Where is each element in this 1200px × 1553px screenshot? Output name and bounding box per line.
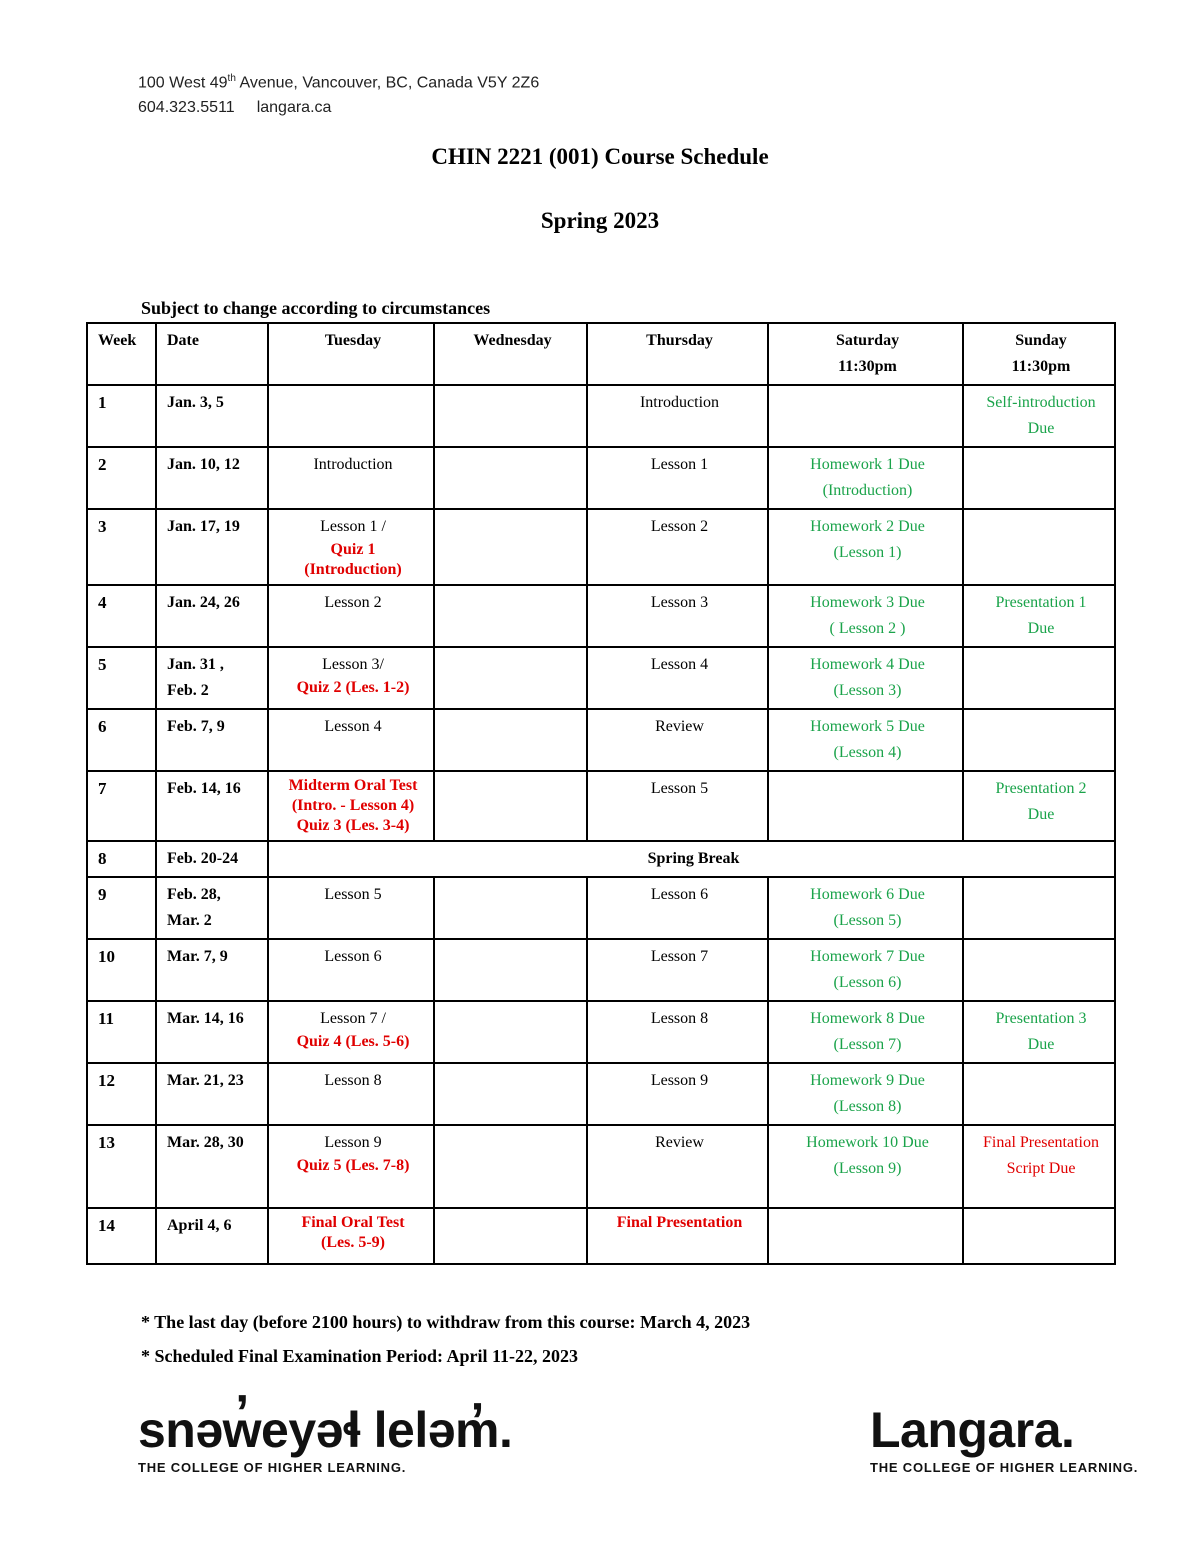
table-row — [87, 1001, 1115, 1063]
table-row — [87, 709, 1115, 771]
sunday-cell — [963, 585, 1115, 647]
lesson-label: Introduction — [313, 456, 393, 473]
date-line: Jan. 31 , — [167, 656, 224, 673]
homework-label: Homework 2 Due — [810, 518, 925, 535]
homework-label: (Introduction) — [822, 482, 913, 499]
assessment-label: Quiz 2 (Les. 1-2) — [296, 679, 410, 696]
wednesday-cell — [434, 1125, 587, 1208]
homework-label: Homework 4 Due — [810, 656, 925, 673]
saturday-cell — [768, 385, 963, 447]
assessment-label: Quiz 5 (Les. 7-8) — [296, 1157, 410, 1174]
thursday-cell — [587, 1208, 768, 1264]
header-date: Date — [156, 323, 268, 385]
wednesday-cell — [434, 385, 587, 447]
sunday-cell — [963, 1208, 1115, 1264]
wednesday-cell — [434, 447, 587, 509]
thursday-cell — [587, 771, 768, 841]
saturday-cell — [768, 771, 963, 841]
sunday-cell — [963, 509, 1115, 585]
saturday-cell — [768, 447, 963, 509]
schedule-table — [86, 322, 1116, 1265]
sunday-cell — [963, 709, 1115, 771]
due-label: Self-introduction — [986, 394, 1096, 411]
table-row — [87, 585, 1115, 647]
table-row — [87, 1208, 1115, 1264]
homework-label: (Lesson 4) — [833, 744, 902, 761]
thursday-cell — [587, 939, 768, 1001]
lesson-label: Lesson 5 — [650, 780, 709, 797]
sunday-cell — [963, 771, 1115, 841]
lesson-label: Lesson 4 — [650, 656, 709, 673]
homework-label: (Lesson 6) — [833, 974, 902, 991]
saturday-cell — [768, 709, 963, 771]
tuesday-cell — [268, 1125, 434, 1208]
due-label: Due — [1027, 620, 1055, 637]
assessment-label: Quiz 1 — [330, 541, 376, 558]
wednesday-cell — [434, 1001, 587, 1063]
date-line: Jan. 10, 12 — [167, 456, 240, 473]
lesson-label: Review — [655, 1134, 704, 1151]
homework-label: (Lesson 7) — [833, 1036, 902, 1053]
saturday-cell — [768, 939, 963, 1001]
date-line: Feb. 20-24 — [167, 850, 239, 867]
week-cell: 8 — [87, 841, 156, 877]
tuesday-cell — [268, 877, 434, 939]
lesson-label: Lesson 1 / — [320, 518, 386, 535]
date-line: Mar. 28, 30 — [167, 1134, 244, 1151]
saturday-cell — [768, 877, 963, 939]
homework-label: (Lesson 5) — [833, 912, 902, 929]
lesson-label: Lesson 7 / — [320, 1010, 386, 1027]
lesson-label: Lesson 2 — [650, 518, 709, 535]
wednesday-cell — [434, 647, 587, 709]
saturday-cell — [768, 585, 963, 647]
date-cell — [156, 447, 268, 509]
tuesday-cell — [268, 939, 434, 1001]
wednesday-cell — [434, 709, 587, 771]
table-row — [87, 1125, 1115, 1208]
week-cell: 6 — [87, 709, 156, 771]
withdraw-note: * The last day (before 2100 hours) to withdraw from this course: March 4, 2023 — [141, 1312, 751, 1332]
week-cell: 3 — [87, 509, 156, 585]
exam-period-note: * Scheduled Final Examination Period: April 11-22, 2023 — [141, 1346, 579, 1366]
date-line: Jan. 3, 5 — [167, 394, 224, 411]
wednesday-cell — [434, 509, 587, 585]
thursday-cell — [587, 1063, 768, 1125]
sunday-cell — [963, 385, 1115, 447]
wednesday-cell — [434, 1063, 587, 1125]
lesson-label: Review — [655, 718, 704, 735]
lesson-label: Lesson 8 — [324, 1072, 382, 1089]
thursday-cell — [587, 1125, 768, 1208]
date-cell — [156, 939, 268, 1001]
thursday-cell — [587, 509, 768, 585]
thursday-cell — [587, 647, 768, 709]
lesson-label: Lesson 1 — [650, 456, 709, 473]
homework-label: (Lesson 3) — [833, 682, 902, 699]
homework-label: (Lesson 1) — [833, 544, 902, 561]
saturday-cell — [768, 1125, 963, 1208]
assessment-label: Quiz 3 (Les. 3-4) — [296, 817, 410, 834]
date-cell — [156, 385, 268, 447]
assessment-label: Final Presentation — [616, 1214, 743, 1231]
homework-label: Homework 7 Due — [810, 948, 925, 965]
date-cell — [156, 1001, 268, 1063]
assessment-label: Final Oral Test — [301, 1214, 405, 1231]
schedule-note: Subject to change according to circumstances — [141, 298, 491, 318]
lesson-label: Lesson 8 — [650, 1010, 709, 1027]
header-tuesday: Tuesday — [268, 323, 434, 385]
due-label: Final Presentation — [983, 1134, 1099, 1151]
logo-name: Langara. — [870, 1402, 1075, 1458]
table-row — [87, 841, 1115, 877]
wednesday-cell — [434, 1208, 587, 1264]
week-cell: 4 — [87, 585, 156, 647]
saturday-cell — [768, 1001, 963, 1063]
lesson-label: Lesson 9 — [324, 1134, 382, 1151]
saturday-cell — [768, 647, 963, 709]
thursday-cell — [587, 877, 768, 939]
lesson-label: Lesson 4 — [324, 718, 382, 735]
thursday-cell — [587, 709, 768, 771]
sunday-cell — [963, 1063, 1115, 1125]
homework-label: (Lesson 8) — [833, 1098, 902, 1115]
sunday-cell — [963, 939, 1115, 1001]
contact-line — [138, 95, 539, 120]
logo-name: snəw̓eyəɬ leləm̓. — [138, 1402, 513, 1458]
homework-label: ( Lesson 2 ) — [829, 620, 906, 637]
date-line: Mar. 14, 16 — [167, 1010, 244, 1027]
week-cell: 10 — [87, 939, 156, 1001]
date-cell — [156, 1208, 268, 1264]
lesson-label: Lesson 3 — [650, 594, 709, 611]
saturday-cell — [768, 1208, 963, 1264]
homework-label: Homework 8 Due — [810, 1010, 925, 1027]
due-label: Due — [1027, 1036, 1055, 1053]
lesson-label: Lesson 6 — [324, 948, 382, 965]
homework-label: Homework 9 Due — [810, 1072, 925, 1089]
date-cell — [156, 709, 268, 771]
logo-tagline: THE COLLEGE OF HIGHER LEARNING. — [870, 1460, 1139, 1475]
logo-tagline: THE COLLEGE OF HIGHER LEARNING. — [138, 1460, 407, 1475]
assessment-label: (Intro. - Lesson 4) — [291, 797, 415, 814]
week-cell: 14 — [87, 1208, 156, 1264]
lesson-label: Lesson 5 — [324, 886, 382, 903]
table-row — [87, 447, 1115, 509]
table-row — [87, 877, 1115, 939]
homework-label: Homework 10 Due — [806, 1134, 929, 1151]
assessment-label: (Les. 5-9) — [321, 1234, 385, 1251]
date-cell — [156, 841, 268, 877]
page-title: CHIN 2221 (001) Course Schedule — [431, 144, 769, 169]
week-cell: 1 — [87, 385, 156, 447]
lesson-label: Lesson 2 — [324, 594, 382, 611]
tuesday-cell — [268, 709, 434, 771]
week-cell: 11 — [87, 1001, 156, 1063]
table-header-row — [87, 323, 1115, 385]
date-line: Mar. 21, 23 — [167, 1072, 244, 1089]
tuesday-cell — [268, 1208, 434, 1264]
term-title: Spring 2023 — [540, 208, 660, 233]
sunday-cell — [963, 1125, 1115, 1208]
tuesday-cell — [268, 509, 434, 585]
table-row — [87, 939, 1115, 1001]
date-cell — [156, 509, 268, 585]
week-cell: 7 — [87, 771, 156, 841]
homework-label: Homework 1 Due — [810, 456, 925, 473]
date-cell — [156, 585, 268, 647]
thursday-cell — [587, 385, 768, 447]
header-sunday: Sunday 11:30pm — [963, 323, 1115, 385]
sunday-cell — [963, 447, 1115, 509]
tuesday-cell — [268, 647, 434, 709]
assessment-label: Quiz 4 (Les. 5-6) — [296, 1033, 410, 1050]
wednesday-cell — [434, 771, 587, 841]
table-row — [87, 1063, 1115, 1125]
homework-label: Homework 3 Due — [810, 594, 925, 611]
tuesday-cell — [268, 585, 434, 647]
homework-label: (Lesson 9) — [833, 1160, 902, 1177]
lesson-label: Lesson 9 — [650, 1072, 709, 1089]
week-cell: 13 — [87, 1125, 156, 1208]
header-saturday: Saturday 11:30pm — [768, 323, 963, 385]
spring-break-cell: Spring Break — [268, 841, 1115, 877]
wednesday-cell — [434, 585, 587, 647]
tuesday-cell — [268, 771, 434, 841]
sunday-cell — [963, 647, 1115, 709]
date-cell — [156, 877, 268, 939]
college-logo-langara — [870, 1402, 1138, 1475]
address-line: 100 West 49th Avenue, Vancouver, BC, Canada V5Y 2Z6 — [138, 73, 540, 92]
table-row — [87, 385, 1115, 447]
week-cell: 12 — [87, 1063, 156, 1125]
due-label: Due — [1027, 420, 1055, 437]
week-cell: 5 — [87, 647, 156, 709]
wednesday-cell — [434, 877, 587, 939]
lesson-label: Introduction — [639, 394, 720, 411]
date-line: Feb. 28, — [167, 886, 221, 903]
date-line: Feb. 2 — [167, 682, 209, 699]
date-line: Jan. 24, 26 — [167, 594, 240, 611]
sunday-cell — [963, 1001, 1115, 1063]
tuesday-cell — [268, 385, 434, 447]
due-label: Due — [1027, 806, 1055, 823]
college-logo-indigenous — [138, 1402, 512, 1475]
saturday-cell — [768, 1063, 963, 1125]
assessment-label: (Introduction) — [304, 561, 402, 578]
thursday-cell — [587, 1001, 768, 1063]
date-cell — [156, 771, 268, 841]
date-line: Jan. 17, 19 — [167, 518, 240, 535]
footer-notes — [141, 1305, 750, 1373]
header-week: Week — [87, 323, 156, 385]
date-cell — [156, 1125, 268, 1208]
tuesday-cell — [268, 1001, 434, 1063]
lesson-label: Lesson 3/ — [322, 656, 384, 673]
due-label: Presentation 2 — [995, 780, 1087, 797]
due-label: Presentation 3 — [995, 1010, 1087, 1027]
homework-label: Homework 5 Due — [810, 718, 925, 735]
website-link[interactable]: langara.ca — [256, 99, 332, 117]
date-line: Mar. 7, 9 — [167, 948, 228, 965]
header-address — [138, 66, 539, 120]
lesson-label: Lesson 6 — [650, 886, 709, 903]
table-row — [87, 771, 1115, 841]
due-label: Script Due — [1006, 1160, 1076, 1177]
homework-label: Homework 6 Due — [810, 886, 925, 903]
date-cell — [156, 647, 268, 709]
due-label: Presentation 1 — [995, 594, 1087, 611]
phone-number: 604.323.5511 — [138, 99, 235, 117]
tuesday-cell — [268, 1063, 434, 1125]
week-cell: 9 — [87, 877, 156, 939]
date-line: Feb. 7, 9 — [167, 718, 225, 735]
table-row — [87, 647, 1115, 709]
lesson-label: Lesson 7 — [650, 948, 709, 965]
date-line: April 4, 6 — [167, 1217, 232, 1234]
sunday-cell — [963, 877, 1115, 939]
tuesday-cell — [268, 447, 434, 509]
date-line: Mar. 2 — [167, 912, 212, 929]
header-thursday: Thursday — [587, 323, 768, 385]
thursday-cell — [587, 585, 768, 647]
assessment-label: Midterm Oral Test — [288, 777, 418, 794]
saturday-cell — [768, 509, 963, 585]
wednesday-cell — [434, 939, 587, 1001]
table-row — [87, 509, 1115, 585]
date-cell — [156, 1063, 268, 1125]
thursday-cell — [587, 447, 768, 509]
week-cell: 2 — [87, 447, 156, 509]
header-wednesday: Wednesday — [434, 323, 587, 385]
date-line: Feb. 14, 16 — [167, 780, 241, 797]
